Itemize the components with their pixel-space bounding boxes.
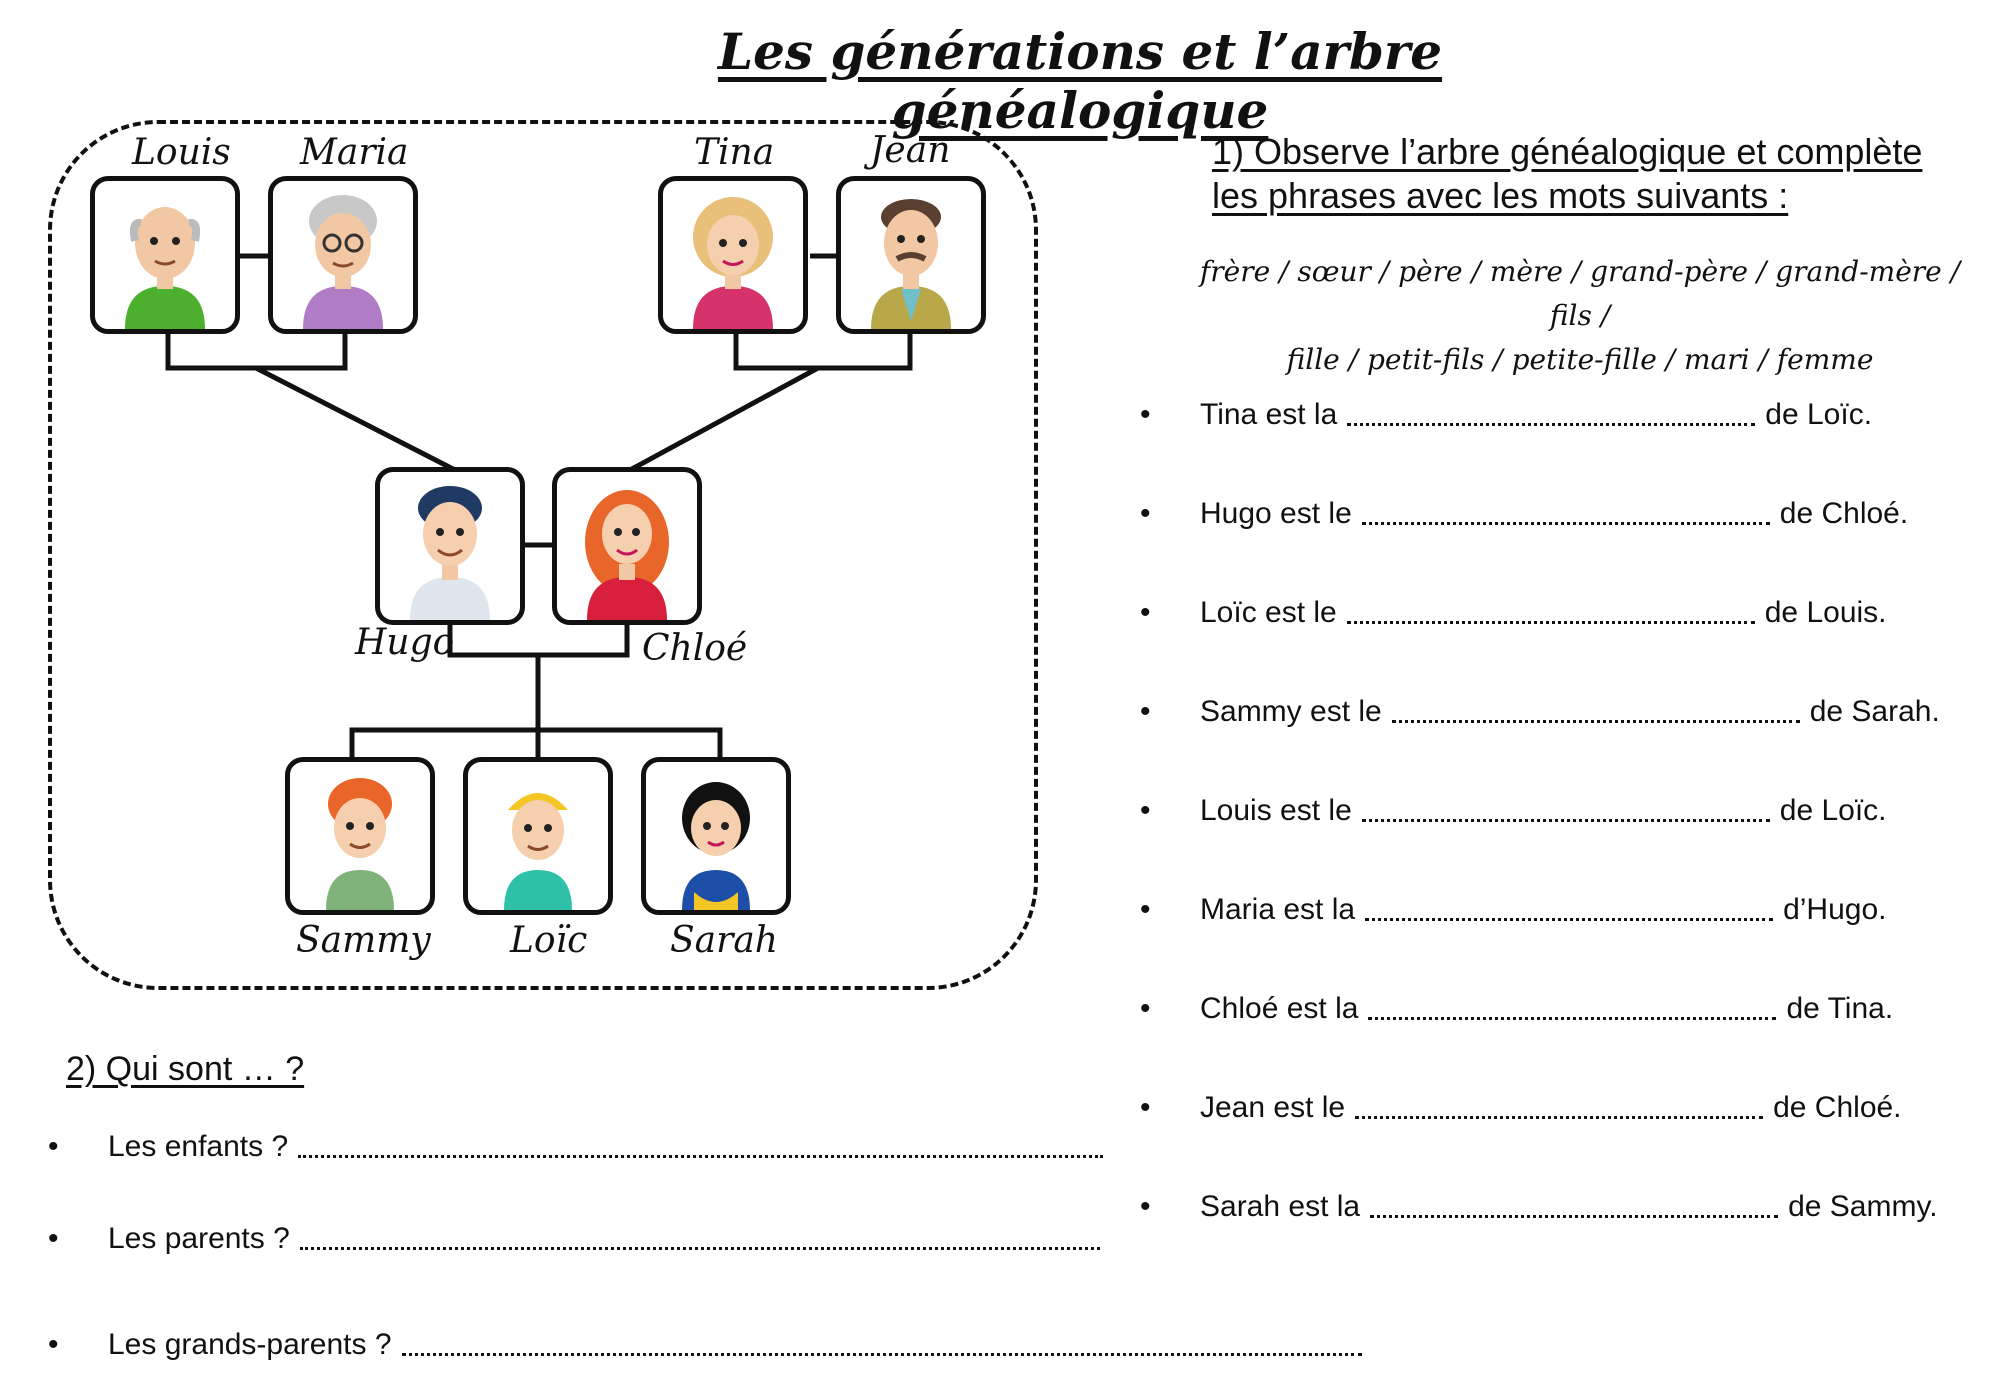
exercise2-question — [48, 1222, 1110, 1256]
exercise1-sentence — [1140, 989, 1893, 1029]
name-sarah: Sarah — [670, 920, 778, 961]
exercise2-question — [48, 1130, 1113, 1164]
answer-blank[interactable] — [1370, 1197, 1778, 1218]
answer-blank[interactable] — [300, 1229, 1100, 1250]
sentence-start: Maria est la — [1200, 893, 1356, 926]
sentence-end: de Tina. — [1786, 992, 1894, 1025]
portrait-card-jean — [836, 176, 986, 334]
bullet: • — [1140, 695, 1151, 728]
portrait-card-maria — [268, 176, 418, 334]
exercise1-heading-line2: les phrases avec les mots suivants : — [1212, 175, 1789, 216]
exercise1-sentence — [1140, 791, 1887, 831]
exercise2-question — [48, 1328, 1372, 1362]
sentence-end: de Sammy. — [1788, 1190, 1938, 1223]
grandfather-illustration — [95, 181, 235, 329]
answer-blank[interactable] — [298, 1137, 1103, 1158]
answer-blank[interactable] — [1362, 504, 1770, 525]
page-title: Les générations et l’arbre généalogique — [717, 22, 1443, 140]
exercise1-sentence — [1140, 395, 1872, 435]
exercise1-sentence — [1140, 692, 1940, 732]
sentence-start: Jean est le — [1200, 1091, 1346, 1124]
bullet: • — [1140, 1190, 1151, 1223]
exercise1-sentence — [1140, 890, 1886, 930]
bullet: • — [48, 1222, 59, 1255]
sentence-start: Hugo est le — [1200, 497, 1352, 530]
exercise1-sentence — [1140, 494, 1908, 534]
portrait-card-sammy — [285, 757, 435, 915]
sentence-start: Sarah est la — [1200, 1190, 1361, 1223]
sentence-end: de Chloé. — [1779, 497, 1909, 530]
sentence-start: Tina est la — [1200, 398, 1338, 431]
exercise1-heading — [1212, 130, 1962, 218]
portrait-card-chloe — [552, 467, 702, 625]
grandmother-illustration — [663, 181, 803, 329]
question-text: Les grands-parents ? — [108, 1328, 392, 1361]
question-text: Les enfants ? — [108, 1130, 289, 1163]
bullet: • — [1140, 893, 1151, 926]
word-bank — [1190, 250, 1970, 382]
exercise2-heading: 2) Qui sont … ? — [66, 1050, 305, 1088]
portrait-card-hugo — [375, 467, 525, 625]
answer-blank[interactable] — [402, 1335, 1362, 1356]
sentence-start: Loïc est le — [1200, 596, 1337, 629]
answer-blank[interactable] — [1362, 801, 1770, 822]
bullet: • — [1140, 794, 1151, 827]
sentence-end: de Chloé. — [1773, 1091, 1902, 1124]
answer-blank[interactable] — [1347, 603, 1755, 624]
name-maria: Maria — [300, 132, 409, 173]
exercise1-heading-line1: 1) Observe l’arbre généalogique et complète — [1212, 131, 1923, 172]
bullet: • — [1140, 596, 1151, 629]
bullet: • — [1140, 497, 1151, 530]
sentence-end: de Loïc. — [1779, 794, 1887, 827]
portrait-card-loic — [463, 757, 613, 915]
exercise1-sentence — [1140, 1088, 1902, 1128]
grandmother-illustration — [273, 181, 413, 329]
word-bank-line1: frère / sœur / père / mère / grand-père / grand-mère / fils / — [1199, 255, 1961, 332]
answer-blank[interactable] — [1368, 999, 1776, 1020]
name-hugo: Hugo — [355, 622, 455, 663]
bullet: • — [48, 1328, 59, 1361]
exercise1-sentence — [1140, 1187, 1938, 1227]
sentence-start: Louis est le — [1200, 794, 1352, 827]
bullet: • — [1140, 1091, 1151, 1124]
question-text: Les parents ? — [108, 1222, 290, 1255]
sentence-start: Chloé est la — [1200, 992, 1359, 1025]
portrait-card-tina — [658, 176, 808, 334]
boy-illustration — [468, 762, 608, 910]
girl-illustration — [646, 762, 786, 910]
sentence-end: de Sarah. — [1809, 695, 1940, 728]
answer-blank[interactable] — [1355, 1098, 1763, 1119]
answer-blank[interactable] — [1392, 702, 1800, 723]
name-louis: Louis — [132, 132, 231, 173]
bullet: • — [48, 1130, 59, 1163]
sentence-end: de Loïc. — [1765, 398, 1873, 431]
name-chloe: Chloé — [642, 628, 748, 669]
sentence-end: de Louis. — [1764, 596, 1887, 629]
portrait-card-sarah — [641, 757, 791, 915]
name-jean: Jean — [870, 130, 951, 171]
father-illustration — [380, 472, 520, 620]
portrait-card-louis — [90, 176, 240, 334]
exercise1-sentence — [1140, 593, 1887, 633]
grandfather-illustration — [841, 181, 981, 329]
name-loic: Loïc — [510, 920, 588, 961]
name-tina: Tina — [694, 132, 775, 173]
bullet: • — [1140, 398, 1151, 431]
sentence-start: Sammy est le — [1200, 695, 1382, 728]
mother-illustration — [557, 472, 697, 620]
bullet: • — [1140, 992, 1151, 1025]
sentence-end: d’Hugo. — [1783, 893, 1887, 926]
word-bank-line2: fille / petit-fils / petite-fille / mari / femme — [1286, 343, 1874, 376]
name-sammy: Sammy — [296, 920, 431, 961]
boy-illustration — [290, 762, 430, 910]
answer-blank[interactable] — [1365, 900, 1773, 921]
answer-blank[interactable] — [1347, 405, 1755, 426]
